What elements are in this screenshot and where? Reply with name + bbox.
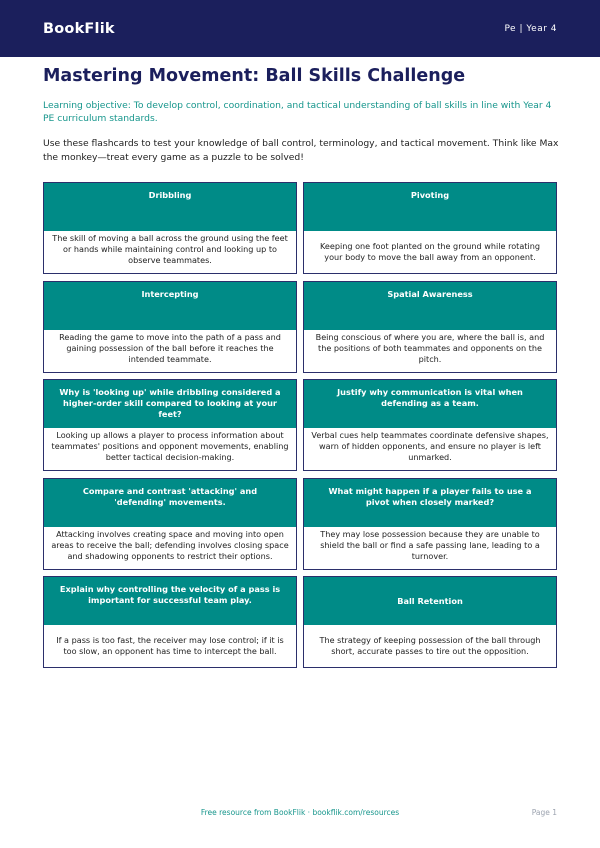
- page-number: Page 1: [531, 808, 557, 817]
- subject-label: Pe | Year 4: [504, 23, 557, 34]
- flashcard-back: They may lose possession because they are unable to shield the ball or find a safe passing lane, leading to a turnover.: [320, 528, 540, 561]
- flashcard-back: The strategy of keeping possession of the ball through short, accurate passes to tire out the opposition.: [319, 635, 541, 656]
- flashcard-front: Explain why controlling the velocity of a pass is important for successful team play.: [44, 577, 296, 625]
- flashcard-front: Justify why communication is vital when defending as a team.: [304, 380, 556, 428]
- flashcard-back: Being conscious of where you are, where the ball is, and the positions of both teammates and opponents on the pitch.: [315, 331, 545, 364]
- flashcard-front: Dribbling: [44, 183, 296, 231]
- learning-objective: Learning objective: To develop control, coordination, and tactical understanding of ball skills in line with Year 4 PE curriculum standards.: [43, 100, 552, 124]
- flashcard[interactable]: [43, 182, 297, 274]
- flashcard-front: Pivoting: [304, 183, 556, 231]
- flashcard-back: Verbal cues help teammates coordinate defensive shapes, warn of hidden opponents, and ensure no player is left unmarked.: [311, 429, 549, 462]
- flashcard-front: Ball Retention: [304, 577, 556, 625]
- flashcard-front: Compare and contrast 'attacking' and 'defending' movements.: [44, 479, 296, 527]
- flashcard[interactable]: [43, 576, 297, 668]
- flashcard-front: Spatial Awareness: [304, 282, 556, 330]
- flashcard[interactable]: [43, 379, 297, 471]
- flashcard[interactable]: [303, 379, 557, 471]
- flashcard[interactable]: [303, 281, 557, 373]
- page-header: [0, 0, 600, 57]
- flashcard-front: Why is 'looking up' while dribbling considered a higher-order skill compared to looking at your feet?: [44, 380, 296, 428]
- flashcard-back: Keeping one foot planted on the ground while rotating your body to move the ball away from an opponent.: [319, 241, 540, 262]
- brand-logo[interactable]: BookFlik: [43, 20, 115, 37]
- flashcard[interactable]: [43, 281, 297, 373]
- page-title: Mastering Movement: Ball Skills Challenge: [43, 66, 466, 86]
- intro-text: Use these flashcards to test your knowledge of ball control, terminology, and tactical movement. Think like Max the monkey—treat every game as a puzzle to be solved!: [43, 138, 559, 163]
- flashcard[interactable]: [303, 182, 557, 274]
- flashcard-back: Looking up allows a player to process information about teammates' positions and opponent movements, enabling better tactical decision-making.: [51, 429, 289, 462]
- flashcard-back: If a pass is too fast, the receiver may lose control; if it is too slow, an opponent has time to intercept the ball.: [56, 635, 284, 656]
- flashcard[interactable]: [303, 576, 557, 668]
- flashcard-back: Reading the game to move into the path of a pass and gaining possession of the ball before it reaches the intended teammate.: [59, 331, 281, 364]
- flashcard-back: Attacking involves creating space and moving into open areas to receive the ball; defending involves closing space and shadowing opponents to restrict their options.: [51, 528, 289, 561]
- flashcard-front: What might happen if a player fails to use a pivot when closely marked?: [304, 479, 556, 527]
- flashcard-back: The skill of moving a ball across the ground using the feet or hands while maintaining control and looking up to observe teammates.: [52, 232, 288, 265]
- flashcard[interactable]: [303, 478, 557, 570]
- flashcard[interactable]: [43, 478, 297, 570]
- footer-credit[interactable]: Free resource from BookFlik · bookflik.com/resources: [200, 808, 400, 817]
- flashcard-front: Intercepting: [44, 282, 296, 330]
